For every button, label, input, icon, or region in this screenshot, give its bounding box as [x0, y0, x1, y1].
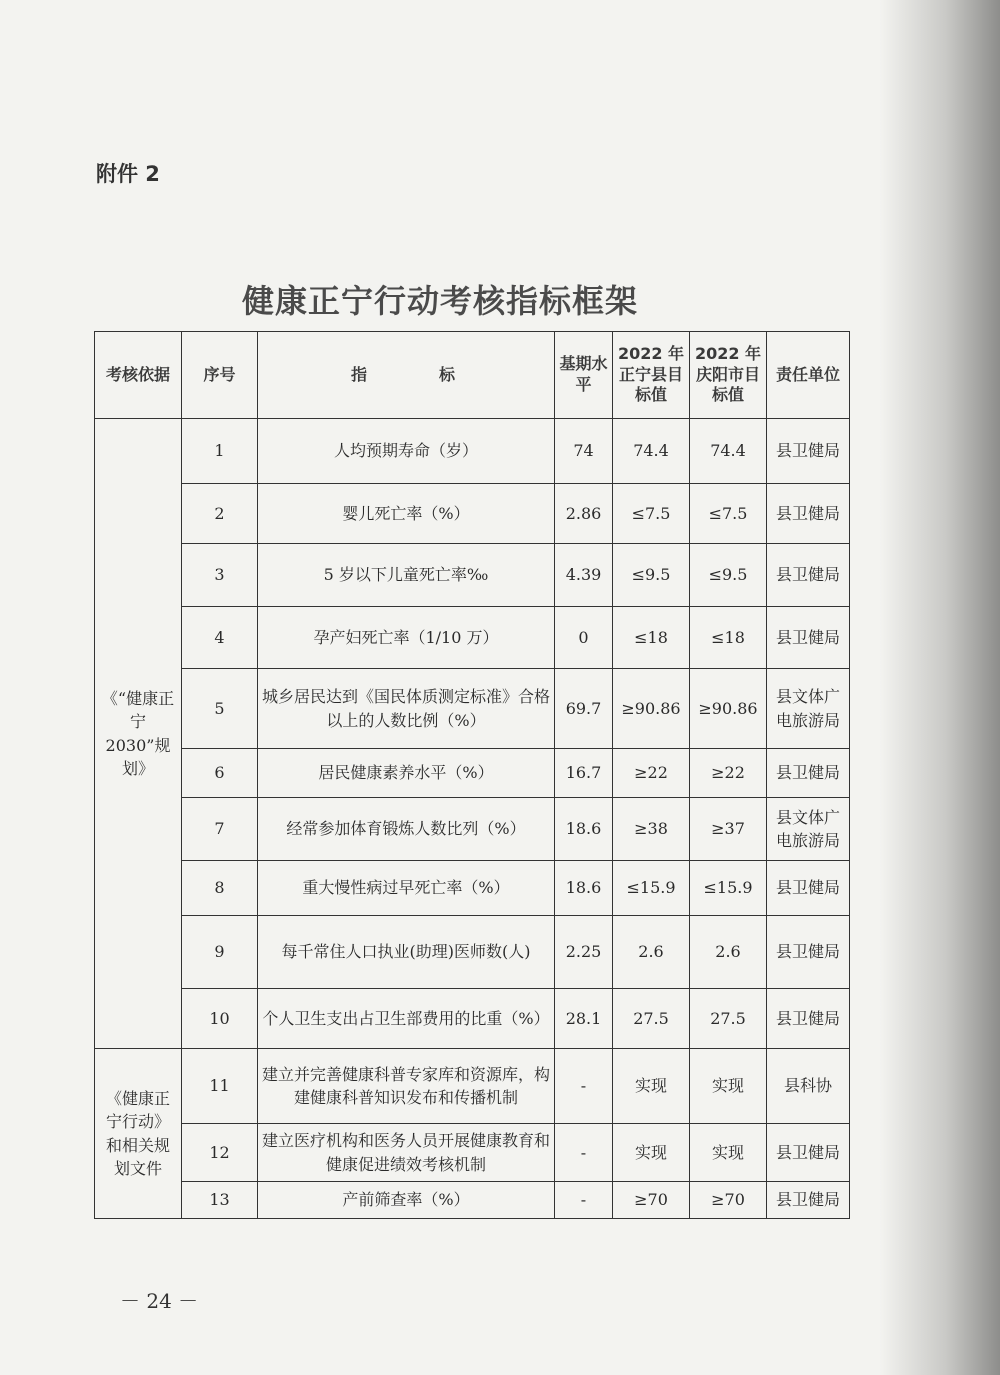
row-base: - [555, 1049, 613, 1124]
row-indicator: 建立并完善健康科普专家库和资源库，构建健康科普知识发布和传播机制 [258, 1049, 555, 1124]
row-qingyang: ≤15.9 [690, 861, 767, 916]
row-unit: 县卫健局 [767, 1124, 850, 1182]
row-no: 13 [182, 1182, 258, 1219]
row-no: 7 [182, 798, 258, 861]
row-indicator: 建立医疗机构和医务人员开展健康教育和健康促进绩效考核机制 [258, 1124, 555, 1182]
row-no: 12 [182, 1124, 258, 1182]
header-basis: 考核依据 [95, 332, 182, 419]
row-qingyang: ≤18 [690, 607, 767, 669]
row-base: 74 [555, 419, 613, 484]
row-no: 11 [182, 1049, 258, 1124]
row-qingyang: 2.6 [690, 916, 767, 989]
table-row [95, 1049, 850, 1124]
row-zhengning: 实现 [613, 1124, 690, 1182]
table-row [95, 861, 850, 916]
row-zhengning: ≤9.5 [613, 544, 690, 607]
row-qingyang: 实现 [690, 1124, 767, 1182]
row-zhengning: 74.4 [613, 419, 690, 484]
indicator-table [94, 331, 850, 1219]
row-base: 16.7 [555, 749, 613, 798]
row-base: 18.6 [555, 798, 613, 861]
row-zhengning: ≥70 [613, 1182, 690, 1219]
row-qingyang: ≥22 [690, 749, 767, 798]
row-indicator: 婴儿死亡率（%） [258, 484, 555, 544]
row-zhengning: ≥22 [613, 749, 690, 798]
row-zhengning: ≤18 [613, 607, 690, 669]
header-qingyang-target: 2022 年庆阳市目标值 [690, 332, 767, 419]
page-title: 健康正宁行动考核指标框架 [241, 282, 638, 320]
row-indicator: 城乡居民达到《国民体质测定标准》合格以上的人数比例（%） [258, 669, 555, 749]
row-indicator: 产前筛查率（%） [258, 1182, 555, 1219]
table-row [95, 419, 850, 484]
row-zhengning: ≤7.5 [613, 484, 690, 544]
row-indicator: 每千常住人口执业(助理)医师数(人) [258, 916, 555, 989]
row-qingyang: ≥37 [690, 798, 767, 861]
row-qingyang: 74.4 [690, 419, 767, 484]
row-qingyang: 27.5 [690, 989, 767, 1049]
row-zhengning: 27.5 [613, 989, 690, 1049]
row-indicator: 重大慢性病过早死亡率（%） [258, 861, 555, 916]
row-unit: 县卫健局 [767, 607, 850, 669]
row-unit: 县卫健局 [767, 544, 850, 607]
row-indicator: 个人卫生支出占卫生部费用的比重（%） [258, 989, 555, 1049]
row-base: 4.39 [555, 544, 613, 607]
row-unit: 县文体广电旅游局 [767, 798, 850, 861]
row-unit: 县文体广电旅游局 [767, 669, 850, 749]
row-base: 69.7 [555, 669, 613, 749]
row-zhengning: 2.6 [613, 916, 690, 989]
row-base: 0 [555, 607, 613, 669]
row-base: 2.25 [555, 916, 613, 989]
row-unit: 县卫健局 [767, 989, 850, 1049]
table-header-row [95, 332, 850, 419]
row-base: - [555, 1182, 613, 1219]
scan-edge-shadow [880, 0, 1000, 1375]
row-zhengning: ≥90.86 [613, 669, 690, 749]
row-qingyang: 实现 [690, 1049, 767, 1124]
row-base: - [555, 1124, 613, 1182]
row-qingyang: ≥70 [690, 1182, 767, 1219]
header-indicator: 指 标 [258, 332, 555, 419]
row-base: 2.86 [555, 484, 613, 544]
row-no: 6 [182, 749, 258, 798]
header-zhengning-target: 2022 年正宁县目标值 [613, 332, 690, 419]
row-indicator: 居民健康素养水平（%） [258, 749, 555, 798]
row-qingyang: ≤9.5 [690, 544, 767, 607]
row-indicator: 孕产妇死亡率（1/10 万） [258, 607, 555, 669]
row-unit: 县卫健局 [767, 419, 850, 484]
header-base: 基期水平 [555, 332, 613, 419]
row-unit: 县卫健局 [767, 861, 850, 916]
row-unit: 县卫健局 [767, 484, 850, 544]
row-indicator: 经常参加体育锻炼人数比列（%） [258, 798, 555, 861]
table-row [95, 798, 850, 861]
table-row [95, 607, 850, 669]
row-qingyang: ≤7.5 [690, 484, 767, 544]
header-no: 序号 [182, 332, 258, 419]
header-unit: 责任单位 [767, 332, 850, 419]
row-no: 1 [182, 419, 258, 484]
table-row [95, 1182, 850, 1219]
table-row [95, 669, 850, 749]
row-indicator: 5 岁以下儿童死亡率‰ [258, 544, 555, 607]
row-no: 10 [182, 989, 258, 1049]
table-row [95, 989, 850, 1049]
table-row [95, 484, 850, 544]
row-no: 8 [182, 861, 258, 916]
table-row [95, 1124, 850, 1182]
row-zhengning: ≤15.9 [613, 861, 690, 916]
row-unit: 县卫健局 [767, 1182, 850, 1219]
page-number: － 24 － [120, 1289, 199, 1313]
attachment-label: 附件 2 [96, 162, 160, 186]
table-row [95, 916, 850, 989]
row-no: 9 [182, 916, 258, 989]
row-base: 28.1 [555, 989, 613, 1049]
row-unit: 县卫健局 [767, 749, 850, 798]
table-row [95, 544, 850, 607]
row-unit: 县科协 [767, 1049, 850, 1124]
row-zhengning: 实现 [613, 1049, 690, 1124]
basis-cell: 《健康正宁行动》和相关规划文件 [95, 1049, 182, 1219]
row-qingyang: ≥90.86 [690, 669, 767, 749]
row-no: 4 [182, 607, 258, 669]
row-base: 18.6 [555, 861, 613, 916]
row-no: 5 [182, 669, 258, 749]
row-indicator: 人均预期寿命（岁） [258, 419, 555, 484]
table-row [95, 749, 850, 798]
basis-cell: 《“健康正宁 2030”规划》 [95, 419, 182, 1049]
row-unit: 县卫健局 [767, 916, 850, 989]
row-no: 2 [182, 484, 258, 544]
row-no: 3 [182, 544, 258, 607]
row-zhengning: ≥38 [613, 798, 690, 861]
